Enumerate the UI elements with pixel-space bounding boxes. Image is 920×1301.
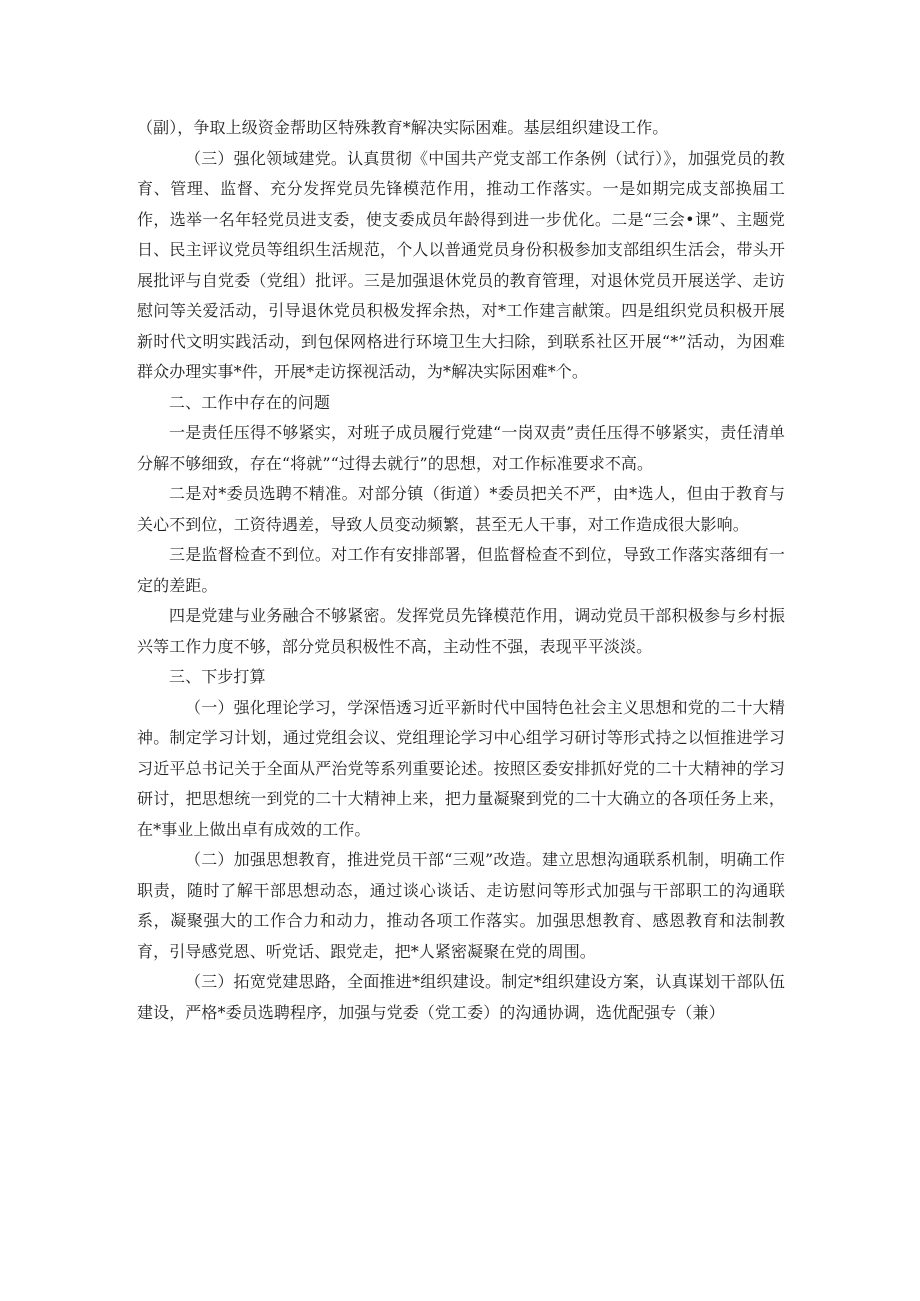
paragraph-problem-3: 三是监督检查不到位。对工作有安排部署，但监督检查不到位，导致工作落实落细有一定的差距。 — [137, 545, 785, 595]
paragraph-next-step-3: （三）拓宽党建思路，全面推进*组织建设。制定*组织建设方案，认真谋划干部队伍建设，严格*委员选聘程序，加强与党委（党工委）的沟通协调，选优配强专（兼） — [137, 972, 785, 1022]
paragraph-problem-2: 二是对*委员选聘不精准。对部分镇（街道）*委员把关不严，由*选人，但由于教育与关心不到位，工资待遇差，导致人员变动频繁，甚至无人干事，对工作造成很大影响。 — [137, 484, 785, 534]
paragraph-next-step-2: （二）加强思想教育，推进党员干部“三观”改造。建立思想沟通联系机制，明确工作职责，随时了解干部思想动态，通过谈心谈话、走访慰问等形式加强与干部职工的沟通联系，凝聚强大的工作合力和动力，推动各项工作落实。加强思想教育、感恩教育和法制教育，引导感党恩、听党话、跟党走，把*人紧密凝聚在党的周围。 — [137, 850, 785, 961]
heading-next-steps: 三、下步打算 — [169, 667, 266, 686]
paragraph-continuation: （副），争取上级资金帮助区特殊教育*解决实际困难。基层组织建设工作。 — [137, 118, 669, 137]
paragraph-problem-4: 四是党建与业务融合不够紧密。发挥党员先锋模范作用，调动党员干部积极参与乡村振兴等工作力度不够，部分党员积极性不高，主动性不强，表现平平淡淡。 — [137, 606, 785, 656]
paragraph-section-3-field-party-building: （三）强化领域建党。认真贯彻《中国共产党支部工作条例（试行）》，加强党员的教育、管理、监督、充分发挥党员先锋模范作用，推动工作落实。一是如期完成支部换届工作，选举一名年轻党员进支委，使支委成员年龄得到进一步优化。二是“三会•课”、主题党日、民主评议党员等组织生活规范，个人以普通党员身份积极参加支部组织生活会，带头开展批评与自党委（党组）批评。三是加强退休党员的教育管理，对退休党员开展送学、走访慰问等关爱活动，引导退休党员积极发挥余热，对*工作建言献策。四是组织党员积极开展新时代文明实践活动，到包保网格进行环境卫生大扫除，到联系社区开展“*”活动，为困难群众办理实事*件，开展*走访探视活动，为*解决实际困难*个。 — [137, 148, 785, 381]
heading-existing-problems: 二、工作中存在的问题 — [169, 392, 331, 412]
paragraph-next-step-1: （一）强化理论学习，学深悟透习近平新时代中国特色社会主义思想和党的二十大精神。制定学习计划，通过党组会议、党组理论学习中心组学习研讨等形式持之以恒推进学习习近平总书记关于全面从严治党等系列重要论述。按照区委安排抓好党的二十大精神的学习研讨，把思想统一到党的二十大精神上来，把力量凝聚到党的二十大确立的各项任务上来，在*事业上做出卓有成效的工作。 — [137, 697, 785, 839]
document-body — [137, 113, 785, 1028]
paragraph-problem-1: 一是责任压得不够紧实，对班子成员履行党建“一岗双责”责任压得不够紧实，责任清单分解不够细致，存在“将就”“过得去就行”的思想，对工作标准要求不高。 — [137, 423, 785, 473]
